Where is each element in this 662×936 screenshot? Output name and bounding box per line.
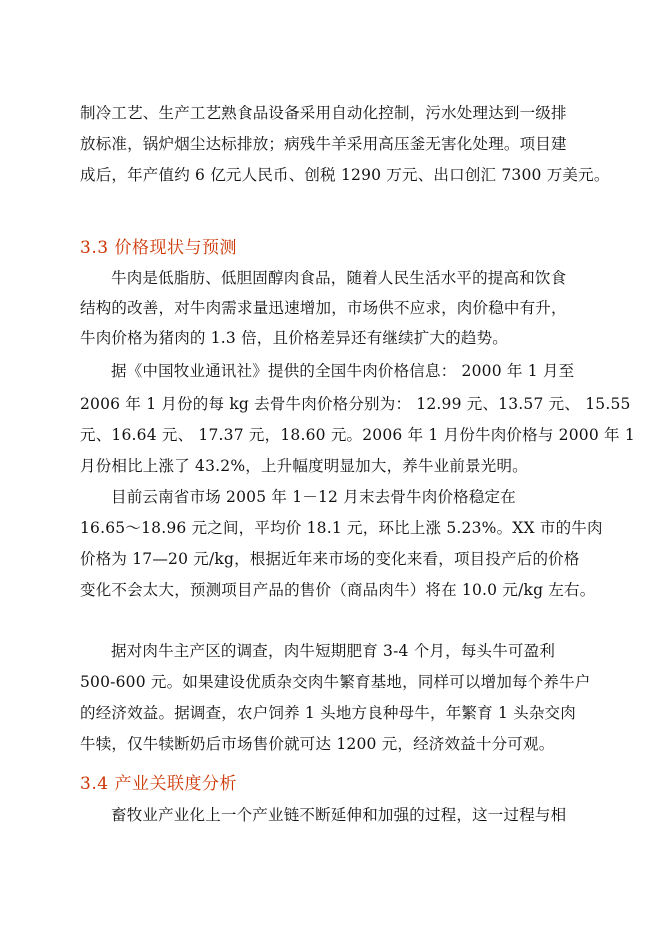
section-3-4-heading: 3.4 产业关联度分析 <box>80 774 237 794</box>
section-3-3-para2-line-4: 月份相比上涨了 43.2%，上升幅度明显加大，养牛业前景光明。 <box>80 457 528 475</box>
section-3-3-para2-line-1: 据《中国牧业通讯社》提供的全国牛肉价格信息： 2000 年 1 月至 <box>111 362 575 380</box>
section-3-3-para3-line-1: 目前云南省市场 2005 年 1－12 月末去骨牛肉价格稳定在 <box>111 488 516 506</box>
section-3-3-para2-line-2: 2006 年 1 月份的每 kg 去骨牛肉价格分别为： 12.99 元、13.57 元、 15.55 <box>80 395 631 413</box>
section-3-3-para3-line-4: 变化不会太大，预测项目产品的售价（商品肉牛）将在 10.0 元/kg 左右。 <box>80 581 596 599</box>
section-3-3-para1-line-2: 结构的改善，对牛肉需求量迅速增加，市场供不应求，肉价稳中有升， <box>80 299 567 317</box>
section-3-3-para4-line-2: 500-600 元。如果建设优质杂交肉牛繁育基地，同样可以增加每个养牛户 <box>80 673 591 691</box>
section-3-4-para1-line-1: 畜牧业产业化上一个产业链不断延伸和加强的过程，这一过程与相 <box>111 806 567 824</box>
section-3-3-para4-line-3: 的经济效益。据调查，农户饲养 1 头地方良种母牛，年繁育 1 头杂交肉 <box>80 704 576 722</box>
section-3-3-heading: 3.3 价格现状与预测 <box>80 238 237 258</box>
intro-line-1: 制冷工艺、生产工艺熟食品设备采用自动化控制，污水处理达到一级排 <box>80 104 567 122</box>
section-3-3-para2-line-3: 元、16.64 元、 17.37 元，18.60 元。2006 年 1 月份牛肉价格与 2000 年 1 <box>80 426 635 444</box>
intro-line-3: 成后，年产值约 6 亿元人民币、创税 1290 万元、出口创汇 7300 万美元。 <box>80 166 610 184</box>
section-3-3-para4-line-1: 据对肉牛主产区的调查，肉牛短期肥育 3-4 个月，每头牛可盈利 <box>111 642 556 660</box>
section-3-3-para3-line-3: 价格为 17—20 元/kg，根据近年来市场的变化来看，项目投产后的价格 <box>80 550 580 568</box>
intro-line-2: 放标准，锅炉烟尘达标排放；病残牛羊采用高压釜无害化处理。项目建 <box>80 135 567 153</box>
section-3-3-para4-line-4: 牛犊，仅牛犊断奶后市场售价就可达 1200 元，经济效益十分可观。 <box>80 735 555 753</box>
section-3-3-para1-line-3: 牛肉价格为猪肉的 1.3 倍，且价格差异还有继续扩大的趋势。 <box>80 329 509 347</box>
section-3-3-para1-line-1: 牛肉是低脂肪、低胆固醇肉食品，随着人民生活水平的提高和饮食 <box>111 269 567 287</box>
section-3-3-para3-line-2: 16.65～18.96 元之间，平均价 18.1 元，环比上涨 5.23%。XX 市的牛肉 <box>80 519 603 537</box>
